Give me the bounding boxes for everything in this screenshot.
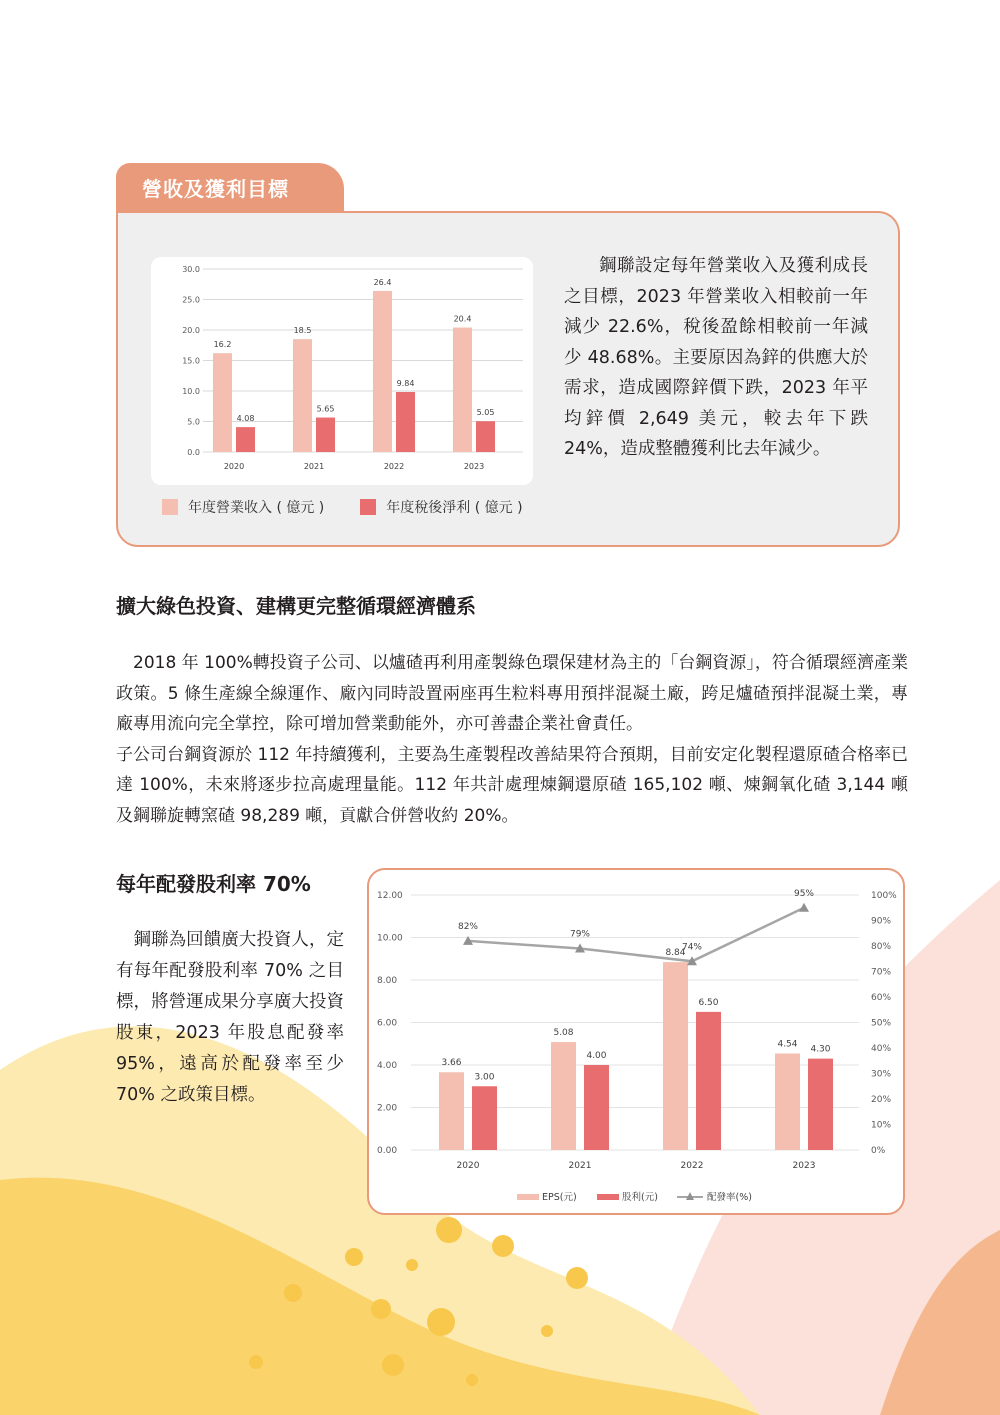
bar-profit [316, 418, 335, 452]
data-label: 16.2 [213, 340, 232, 350]
legend-label-eps: EPS(元) [542, 1192, 577, 1203]
y2-tick-label: 20% [871, 1095, 892, 1105]
green-investment-paragraph-2: 子公司台鋼資源於 112 年持續獲利，主要為生產製程改善結果符合預期，目前安定化製程還原碴合格率已達 100%，未來將逐步拉高處理量能。112 年共計處理煉鋼還原碴 165,102 噸、煉鋼氧化碴 3,144 噸及鋼聯旋轉窯碴 98,289 噸，貢獻合併營收約 20%。 [116, 744, 908, 826]
bar-revenue [373, 291, 392, 452]
y2-tick-label: 90% [871, 916, 892, 927]
bar-profit [236, 427, 255, 452]
bar-eps [663, 962, 688, 1150]
data-label: 6.50 [698, 997, 719, 1008]
y2-tick-label: 30% [871, 1069, 892, 1080]
payout-label: 74% [681, 942, 703, 953]
y2-tick-label: 50% [871, 1018, 892, 1029]
y2-tick-label: 0% [871, 1146, 886, 1156]
revenue-profit-box [116, 211, 900, 547]
bar-profit [396, 392, 415, 452]
green-investment-heading: 擴大綠色投資、建構更完整循環經濟體系 [116, 594, 476, 618]
legend-label-payout: 配發率(%) [707, 1192, 752, 1203]
legend-swatch-dividend [597, 1194, 619, 1200]
payout-label: 79% [569, 929, 591, 940]
data-label: 4.54 [777, 1039, 798, 1050]
bar-dividend [696, 1012, 721, 1150]
revenue-paragraph: 鋼聯設定每年營業收入及獲利成長之目標，2023 年營業收入相較前一年減少 22.6%，稅後盈餘相較前一年減少 48.68%。主要原因為鋅的供應大於需求，造成國際鋅價下跌，2023 年平均鋅價 2,649 美元，較去年下跌 24%，造成整體獲利比去年減少。 [564, 256, 868, 459]
legend-swatch-profit [360, 499, 376, 515]
y-tick-label: 15.0 [182, 356, 200, 366]
payout-label: 82% [457, 921, 479, 932]
y2-tick-label: 100% [871, 891, 897, 901]
data-label: 9.84 [396, 378, 415, 388]
x-tick-label: 2023 [463, 462, 485, 471]
y2-tick-label: 10% [871, 1120, 892, 1131]
y2-tick-label: 60% [871, 993, 892, 1003]
data-label: 4.00 [586, 1051, 607, 1061]
y2-tick-label: 40% [871, 1044, 892, 1054]
y-tick-label: 0.00 [377, 1146, 398, 1156]
y-tick-label: 5.0 [187, 417, 200, 427]
x-tick-label: 2023 [792, 1161, 816, 1171]
dividend-chart-box [367, 868, 905, 1215]
data-label: 5.08 [553, 1028, 574, 1039]
y2-tick-label: 80% [871, 942, 892, 952]
dividend-chart [369, 870, 907, 1217]
dividend-paragraph: 鋼聯為回饋廣大投資人，定有每年配發股利率 70% 之目標，將營運成果分享廣大投資股東，2023 年股息配發率 95%，遠高於配發率至少 70% 之政策目標。 [116, 930, 344, 1105]
legend-item-revenue [162, 497, 324, 517]
legend-label-revenue: 年度營業收入 ( 億元 ) [188, 500, 325, 516]
bar-dividend [472, 1086, 497, 1150]
revenue-profit-chart [151, 257, 533, 485]
bar-dividend [584, 1065, 609, 1150]
section-tab [116, 163, 344, 211]
x-tick-label: 2021 [568, 1161, 592, 1171]
bar-revenue [213, 353, 232, 452]
data-label: 5.05 [476, 408, 495, 418]
legend-swatch-revenue [162, 499, 178, 515]
green-investment-paragraph-1: 2018 年 100%轉投資子公司、以爐碴再利用產製綠色環保建材為主的「台鋼資源」，符合循環經濟產業政策。5 條生產線全線運作、廠內同時設置兩座再生粒料專用預拌混凝土廠，跨足爐碴預拌混凝土業，專廠專用流向完全掌控，除可增加營業動能外，亦可善盡企業社會責任。 [116, 653, 908, 734]
chart-legend [162, 497, 523, 517]
y-tick-label: 30.0 [182, 265, 200, 274]
y-tick-label: 20.0 [182, 326, 200, 335]
legend-label-dividend: 股利(元) [622, 1192, 658, 1203]
data-label: 4.08 [236, 414, 255, 424]
data-label: 18.5 [293, 326, 312, 336]
y-tick-label: 4.00 [377, 1061, 398, 1071]
x-tick-label: 2021 [303, 462, 325, 471]
data-label: 3.00 [474, 1072, 495, 1083]
bar-eps [775, 1054, 800, 1150]
bar-dividend [808, 1059, 833, 1150]
x-tick-label: 2022 [383, 462, 405, 471]
y-tick-label: 6.00 [377, 1018, 398, 1029]
y-tick-label: 25.0 [182, 295, 200, 305]
legend-swatch-eps [517, 1194, 539, 1200]
y-tick-label: 10.00 [377, 933, 403, 944]
bar-eps [551, 1042, 576, 1150]
data-label: 26.4 [373, 277, 392, 287]
data-label: 3.66 [441, 1058, 462, 1069]
bar-revenue [293, 339, 312, 452]
y-tick-label: 10.0 [182, 387, 200, 396]
bar-eps [439, 1072, 464, 1150]
legend-item-profit [360, 497, 522, 517]
data-label: 20.4 [453, 314, 472, 324]
payout-line [468, 908, 804, 962]
legend-label-profit: 年度稅後淨利 ( 億元 ) [386, 500, 523, 516]
x-tick-label: 2020 [223, 462, 245, 471]
x-tick-label: 2022 [680, 1161, 704, 1171]
y-tick-label: 0.0 [187, 448, 200, 457]
y-tick-label: 12.00 [377, 891, 403, 901]
section-title: 營收及獲利目標 [142, 177, 289, 201]
data-label: 4.30 [810, 1044, 831, 1055]
x-tick-label: 2020 [456, 1161, 480, 1171]
dividend-heading: 每年配發股利率 70% [116, 872, 311, 896]
bar-revenue [453, 328, 472, 452]
data-label: 8.84 [665, 948, 686, 959]
payout-marker [799, 903, 809, 912]
y2-tick-label: 70% [871, 967, 892, 978]
data-label: 5.65 [316, 404, 335, 414]
bar-profit [476, 421, 495, 452]
y-tick-label: 2.00 [377, 1103, 398, 1114]
payout-label: 95% [793, 888, 815, 899]
green-investment-body [116, 648, 908, 831]
y-tick-label: 8.00 [377, 976, 398, 986]
